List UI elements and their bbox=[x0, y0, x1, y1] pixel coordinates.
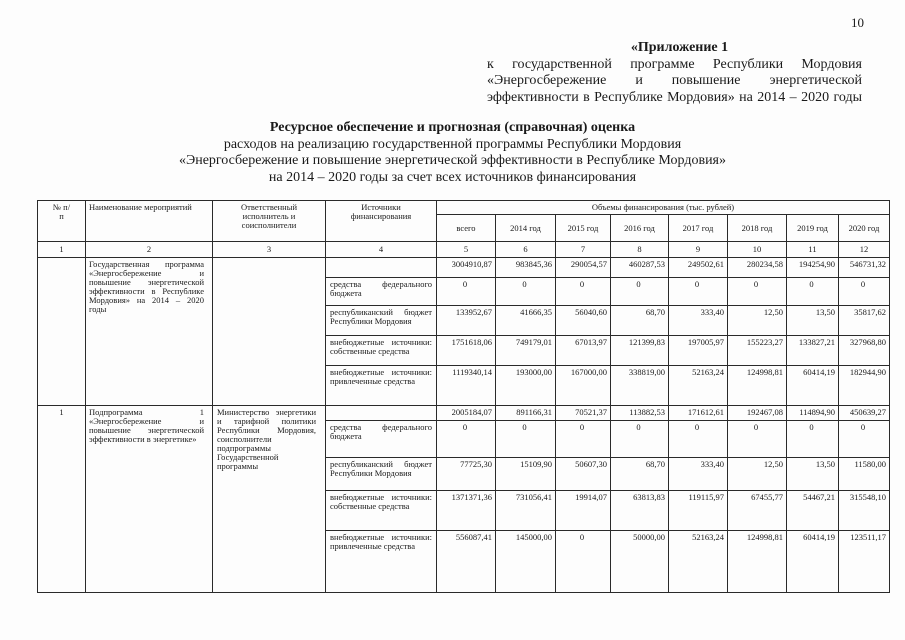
header-year-2019: 2019 год bbox=[787, 215, 839, 242]
amount-cell-2018: 12,50 bbox=[728, 306, 787, 336]
column-number: 2 bbox=[86, 242, 213, 258]
funding-source-cell: внебюджетные источники: привлеченные средства bbox=[326, 531, 437, 593]
amount-cell-2015: 0 bbox=[556, 278, 611, 306]
amount-cell-2016: 460287,53 bbox=[611, 258, 669, 278]
amount-cell-2017: 333,40 bbox=[669, 306, 728, 336]
amount-cell-2020: 315548,10 bbox=[839, 491, 890, 531]
amount-cell-2019: 60414,19 bbox=[787, 531, 839, 593]
amount-cell-total: 77725,30 bbox=[437, 458, 496, 491]
column-number: 4 bbox=[326, 242, 437, 258]
appendix-block bbox=[487, 40, 862, 106]
amount-cell-total: 1751618,06 bbox=[437, 336, 496, 366]
amount-cell-2018: 67455,77 bbox=[728, 491, 787, 531]
column-number: 8 bbox=[611, 242, 669, 258]
funding-source-cell bbox=[326, 258, 437, 278]
amount-cell-total: 3004910,87 bbox=[437, 258, 496, 278]
amount-cell-2015: 70521,37 bbox=[556, 406, 611, 421]
amount-cell-2017: 52163,24 bbox=[669, 531, 728, 593]
amount-cell-2014: 0 bbox=[496, 421, 556, 458]
amount-cell-total: 1119340,14 bbox=[437, 366, 496, 406]
amount-cell-2015: 67013,97 bbox=[556, 336, 611, 366]
amount-cell-2019: 0 bbox=[787, 421, 839, 458]
appendix-title: «Приложение 1 bbox=[630, 40, 729, 55]
header-responsible: Ответственный исполнитель и соисполнители bbox=[213, 201, 326, 242]
amount-cell-2020: 123511,17 bbox=[839, 531, 890, 593]
amount-cell-2017: 119115,97 bbox=[669, 491, 728, 531]
funding-source-cell: внебюджетные источники: собственные средства bbox=[326, 336, 437, 366]
amount-cell-2015: 0 bbox=[556, 531, 611, 593]
appendix-line: к государственной программе Республики Мордовия bbox=[487, 56, 862, 72]
amount-cell-2014: 15109,90 bbox=[496, 458, 556, 491]
amount-cell-2015: 290054,57 bbox=[556, 258, 611, 278]
funding-source-cell: внебюджетные источники: привлеченные средства bbox=[326, 366, 437, 406]
header-year-2015: 2015 год bbox=[556, 215, 611, 242]
heading-line: на 2014 – 2020 годы за счет всех источников финансирования bbox=[268, 169, 637, 185]
amount-cell-2014: 0 bbox=[496, 278, 556, 306]
amount-cell-total: 1371371,36 bbox=[437, 491, 496, 531]
amount-cell-2020: 11580,00 bbox=[839, 458, 890, 491]
amount-cell-2017: 0 bbox=[669, 278, 728, 306]
row-number-cell: 1 bbox=[38, 406, 86, 593]
amount-cell-2019: 114894,90 bbox=[787, 406, 839, 421]
amount-cell-2018: 280234,58 bbox=[728, 258, 787, 278]
amount-cell-2017: 249502,61 bbox=[669, 258, 728, 278]
amount-cell-2015: 167000,00 bbox=[556, 366, 611, 406]
amount-cell-2015: 50607,30 bbox=[556, 458, 611, 491]
amount-cell-2020: 35817,62 bbox=[839, 306, 890, 336]
appendix-line: эффективности в Республике Мордовия» на 2014 – 2020 годы bbox=[487, 89, 862, 105]
amount-cell-2016: 0 bbox=[611, 421, 669, 458]
amount-cell-2016: 63813,83 bbox=[611, 491, 669, 531]
column-number: 7 bbox=[556, 242, 611, 258]
responsible-cell bbox=[213, 258, 326, 406]
amount-cell-total: 0 bbox=[437, 278, 496, 306]
header-year-2020: 2020 год bbox=[839, 215, 890, 242]
program-name-cell: Государственная программа «Энергосбережение и повышение энергетической эффективности в Республике Мордовия» на 2014 – 2020 годы bbox=[86, 258, 213, 406]
row-number-cell bbox=[38, 258, 86, 406]
funding-source-cell: внебюджетные источники: собственные средства bbox=[326, 491, 437, 531]
table-header-row bbox=[38, 201, 890, 215]
amount-cell-2014: 983845,36 bbox=[496, 258, 556, 278]
amount-cell-total: 133952,67 bbox=[437, 306, 496, 336]
amount-cell-2018: 192467,08 bbox=[728, 406, 787, 421]
amount-cell-2018: 124998,81 bbox=[728, 366, 787, 406]
amount-cell-2018: 124998,81 bbox=[728, 531, 787, 593]
amount-cell-2015: 0 bbox=[556, 421, 611, 458]
header-year-2016: 2016 год bbox=[611, 215, 669, 242]
header-year-2014: 2014 год bbox=[496, 215, 556, 242]
funding-source-cell: средства федерального бюджета bbox=[326, 278, 437, 306]
header-source: Источники финансирования bbox=[326, 201, 437, 242]
column-number: 6 bbox=[496, 242, 556, 258]
amount-cell-2019: 13,50 bbox=[787, 306, 839, 336]
amount-cell-2020: 450639,27 bbox=[839, 406, 890, 421]
amount-cell-total: 556087,41 bbox=[437, 531, 496, 593]
program-name-cell: Подпрограмма 1 «Энергосбережение и повышение энергетической эффективности в энергетике» bbox=[86, 406, 213, 593]
amount-cell-2016: 113882,53 bbox=[611, 406, 669, 421]
amount-cell-2015: 56040,60 bbox=[556, 306, 611, 336]
amount-cell-2014: 749179,01 bbox=[496, 336, 556, 366]
amount-cell-2018: 0 bbox=[728, 421, 787, 458]
heading-title: Ресурсное обеспечение и прогнозная (справочная) оценка bbox=[269, 120, 636, 135]
column-number: 1 bbox=[38, 242, 86, 258]
table-row bbox=[38, 258, 890, 278]
amount-cell-2016: 121399,83 bbox=[611, 336, 669, 366]
amount-cell-2018: 155223,27 bbox=[728, 336, 787, 366]
column-number: 3 bbox=[213, 242, 326, 258]
amount-cell-2017: 0 bbox=[669, 421, 728, 458]
header-year-2018: 2018 год bbox=[728, 215, 787, 242]
amount-cell-2020: 0 bbox=[839, 278, 890, 306]
appendix-line: «Энергосбережение и повышение энергетической bbox=[487, 73, 862, 88]
amount-cell-total: 0 bbox=[437, 421, 496, 458]
amount-cell-2020: 182944,90 bbox=[839, 366, 890, 406]
amount-cell-2017: 333,40 bbox=[669, 458, 728, 491]
amount-cell-2020: 327968,80 bbox=[839, 336, 890, 366]
amount-cell-2019: 194254,90 bbox=[787, 258, 839, 278]
responsible-cell: Министерство энергетики и тарифной политики Республики Мордовия, соисполнители подпрограммы Государственной программы bbox=[213, 406, 326, 593]
amount-cell-2020: 0 bbox=[839, 421, 890, 458]
document-heading bbox=[0, 120, 905, 186]
column-number: 9 bbox=[669, 242, 728, 258]
column-number-row bbox=[38, 242, 890, 258]
amount-cell-2019: 133827,21 bbox=[787, 336, 839, 366]
column-number: 12 bbox=[839, 242, 890, 258]
amount-cell-2016: 338819,00 bbox=[611, 366, 669, 406]
amount-cell-2014: 41666,35 bbox=[496, 306, 556, 336]
amount-cell-2018: 12,50 bbox=[728, 458, 787, 491]
header-volumes: Объемы финансирования (тыс. рублей) bbox=[437, 201, 890, 215]
amount-cell-total: 2005184,07 bbox=[437, 406, 496, 421]
table-row bbox=[38, 406, 890, 421]
amount-cell-2016: 0 bbox=[611, 278, 669, 306]
heading-line: «Энергосбережение и повышение энергетической эффективности в Республике Мордовия» bbox=[178, 153, 727, 168]
funding-source-cell: республиканский бюджет Республики Мордовия bbox=[326, 458, 437, 491]
amount-cell-2016: 50000,00 bbox=[611, 531, 669, 593]
amount-cell-2017: 171612,61 bbox=[669, 406, 728, 421]
amount-cell-2014: 193000,00 bbox=[496, 366, 556, 406]
funding-source-cell: республиканский бюджет Республики Мордовия bbox=[326, 306, 437, 336]
amount-cell-2016: 68,70 bbox=[611, 306, 669, 336]
amount-cell-2019: 0 bbox=[787, 278, 839, 306]
amount-cell-2018: 0 bbox=[728, 278, 787, 306]
amount-cell-2014: 891166,31 bbox=[496, 406, 556, 421]
amount-cell-2020: 546731,32 bbox=[839, 258, 890, 278]
amount-cell-2019: 54467,21 bbox=[787, 491, 839, 531]
header-year-total: всего bbox=[437, 215, 496, 242]
column-number: 11 bbox=[787, 242, 839, 258]
amount-cell-2019: 13,50 bbox=[787, 458, 839, 491]
header-name: Наименование мероприятий bbox=[86, 201, 213, 242]
resource-table bbox=[37, 200, 890, 593]
funding-source-cell bbox=[326, 406, 437, 421]
amount-cell-2015: 19914,07 bbox=[556, 491, 611, 531]
amount-cell-2017: 197005,97 bbox=[669, 336, 728, 366]
header-number: № п/п bbox=[38, 201, 86, 242]
amount-cell-2016: 68,70 bbox=[611, 458, 669, 491]
amount-cell-2017: 52163,24 bbox=[669, 366, 728, 406]
table-body bbox=[38, 258, 890, 593]
amount-cell-2019: 60414,19 bbox=[787, 366, 839, 406]
amount-cell-2014: 731056,41 bbox=[496, 491, 556, 531]
funding-source-cell: средства федерального бюджета bbox=[326, 421, 437, 458]
column-number: 10 bbox=[728, 242, 787, 258]
page-number: 10 bbox=[851, 15, 864, 30]
amount-cell-2014: 145000,00 bbox=[496, 531, 556, 593]
heading-line: расходов на реализацию государственной программы Республики Мордовия bbox=[223, 136, 682, 152]
column-number: 5 bbox=[437, 242, 496, 258]
header-year-2017: 2017 год bbox=[669, 215, 728, 242]
